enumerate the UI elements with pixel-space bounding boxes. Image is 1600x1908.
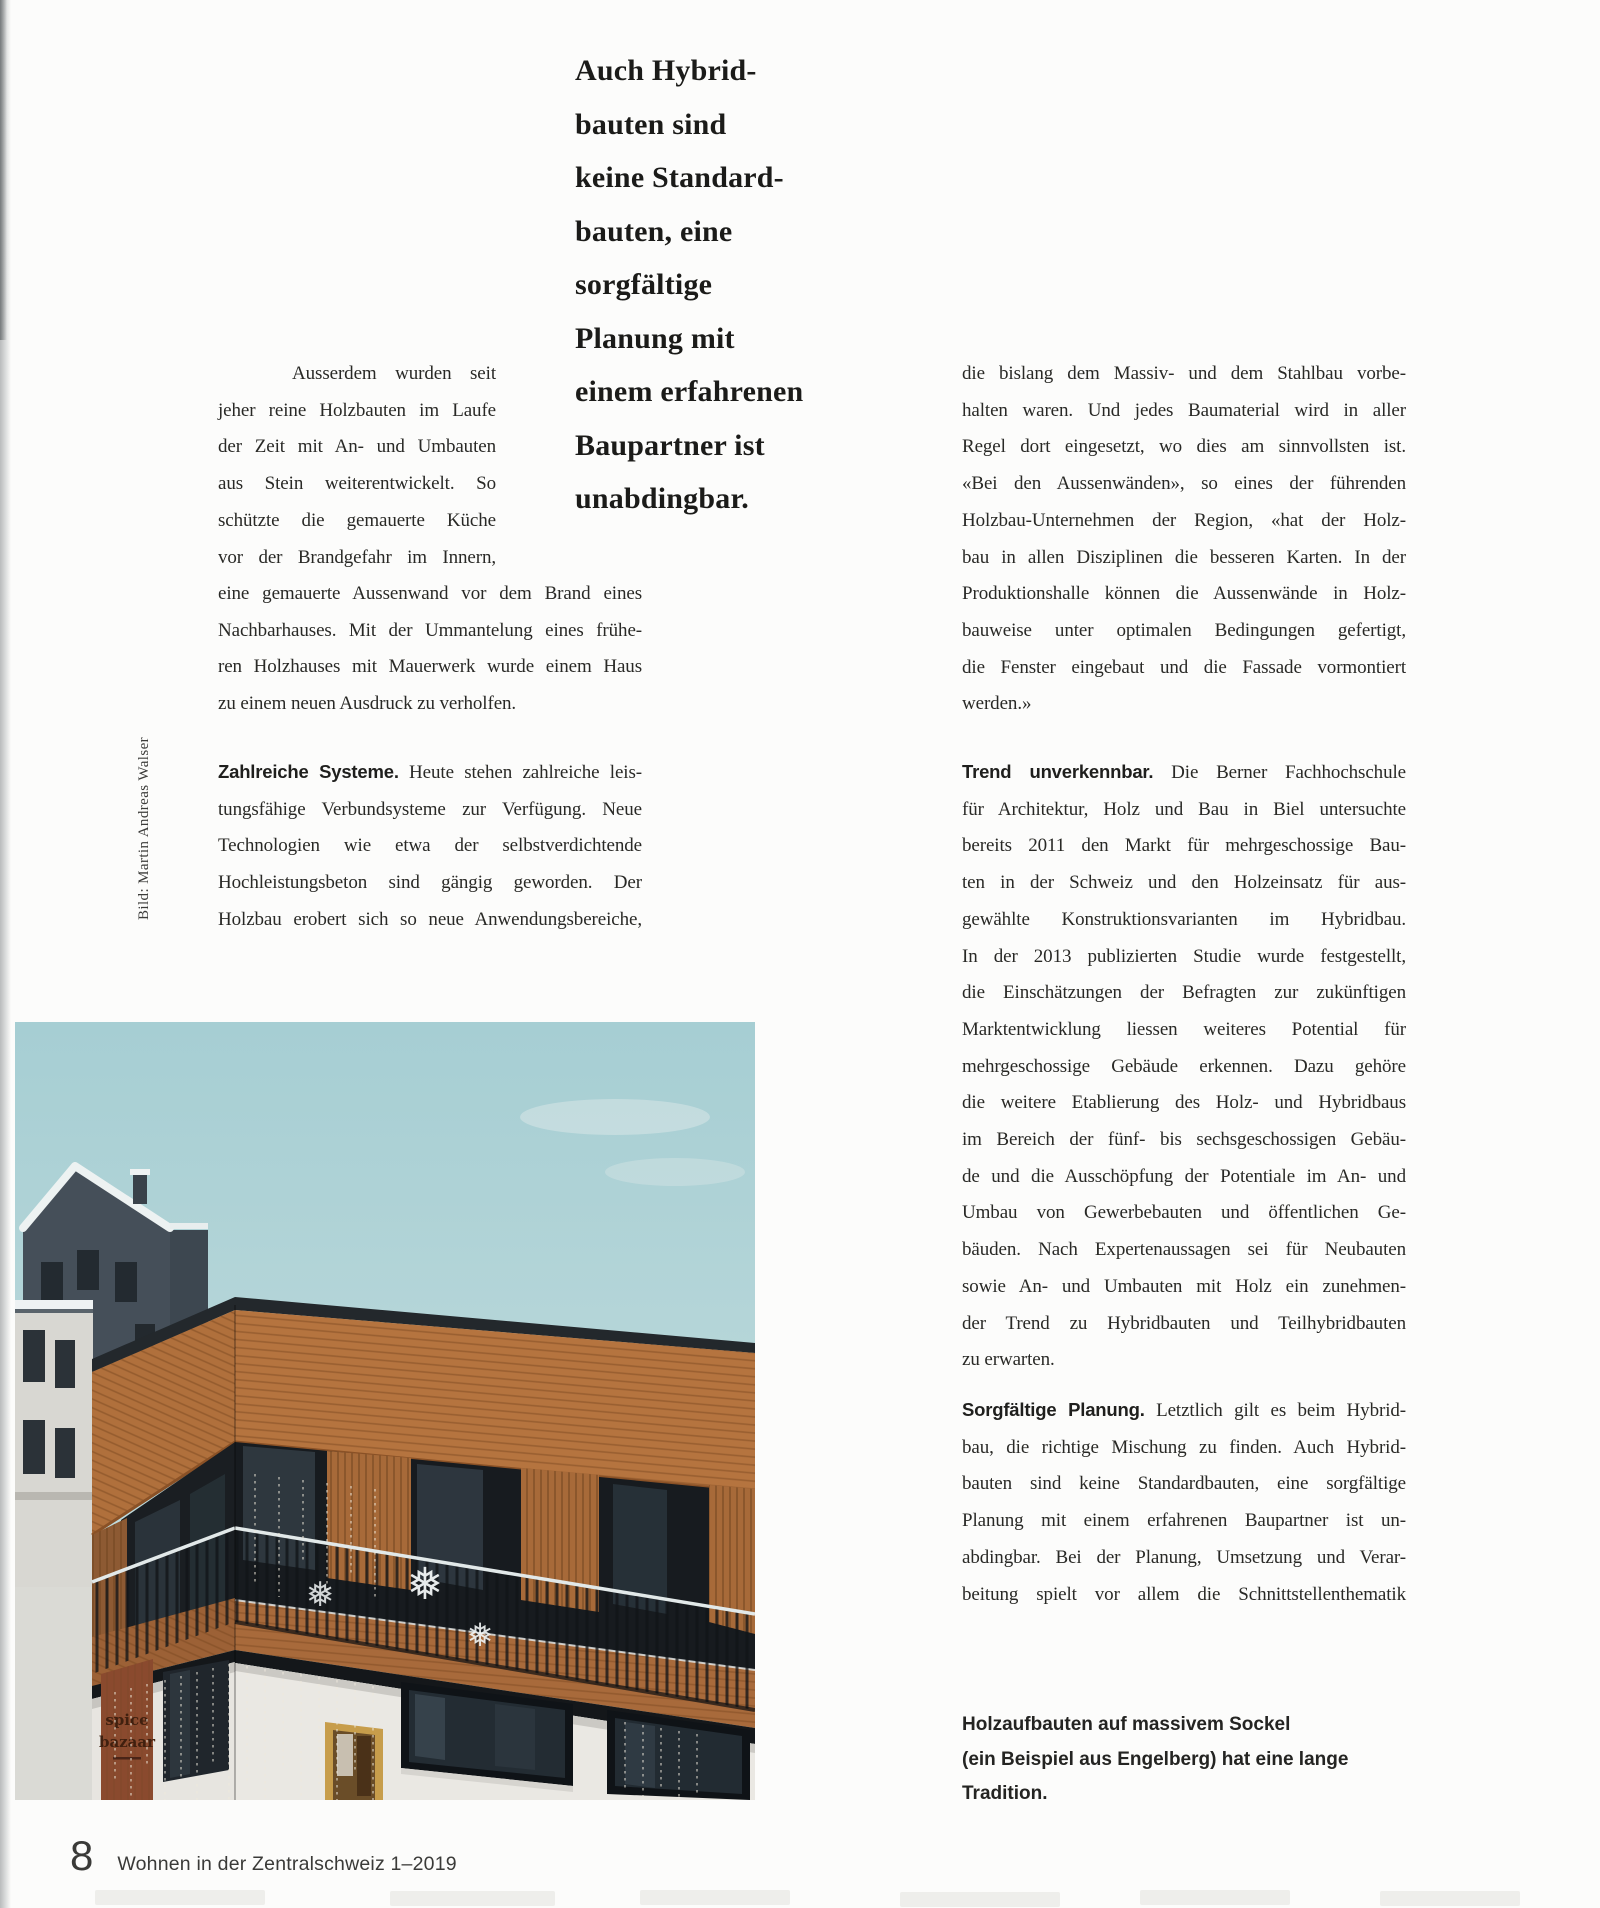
background-white-building [15,1300,103,1800]
left-column-paragraph-systems: Zahlreiche Systeme. Heute stehen zahlreiche leis- tungsfähige Verbundsysteme zur Verfügung. Neue Technologien wie etwa der selbstverdichtende Hochleistungsbeton sind gängig geworden. Der Holzbau erobert sich so neue Anwendungsbereiche, [218,761,642,930]
page-footer [70,1832,457,1880]
scan-smudge [900,1892,1060,1907]
building-photo-illustration [15,1022,755,1800]
right-column-paragraph-planung: Sorgfältige Planung. Letztlich gilt es beim Hybrid- bau, die richtige Mischung zu finden. Auch Hybrid- bauten sind keine Standardbauten, eine sorgfältige Planung mit einem erfahrenen Baupartner ist un- abdingbar. Bei der Planung, Umsetzung und Verar- beitung spielt vor allem die Schnittstellenthematik [962,1399,1407,1605]
shop-sign-text-top: spice [105,1711,149,1729]
right-column-paragraph-trend: Trend unverkennbar. Die Berner Fachhochschule für Architektur, Holz und Bau in Biel untersuchte bereits 2011 den Markt für mehrgeschossige Bau- ten in der Schweiz und den Holzeinsatz für aus- gewählte Konstruktionsvarianten im Hybridbau. In der 2013 publizierten Studie wurde festgestellt, die Einschätzungen der Befragten zur zukünftigen Marktentwicklung liessen weiteres Potential für mehrgeschossige Gebäude erkennen. Dazu gehöre die weitere Etablierung des Holz- und Hybridbaus im Bereich der fünf- bis sechsgeschossigen Gebäu- de und die Ausschöpfung der Potentiale im An- und Umbau von Gewerbebauten und öffentlichen Ge- bäuden. Nach Expertenaussagen sei für Neubauten sowie An- und Umbauten mit Holz ein zunehmen- der Trend zu Hybridbauten und Teilhybridbauten zu erwarten. [962,761,1406,1371]
scan-smudge [1140,1890,1290,1905]
scan-smudge [95,1890,265,1905]
building-photo [15,1022,755,1800]
scan-smudge [1380,1891,1520,1906]
left-column-paragraph-wide: eine gemauerte Aussenwand vor dem Brand eines Nachbarhauses. Mit der Ummantelung eines frühe- ren Holzhauses mit Mauerwerk wurde einem Haus zu einem neuen Ausdruck zu verholfen. [218,583,642,715]
snowflake-ornament: ❅ [305,1575,335,1615]
left-column-paragraph-narrow: Ausserdem wurden seit jeher reine Holzbauten im Laufe der Zeit mit An- und Umbauten aus Stein weiterentwickelt. So schützte die gemauerte Küche vor der Brandgefahr im Innern, [218,363,496,568]
photo-caption: Holzaufbauten auf massivem Sockel (ein Beispiel aus Engelberg) hat eine lange Tradition. [962,1714,1349,1804]
scan-edge-shadow-dark [0,0,7,340]
scan-smudge [390,1891,555,1906]
cloud [520,1099,710,1135]
snowflake-ornament: ❅ [466,1616,494,1654]
right-column-paragraph-1: die bislang dem Massiv- und dem Stahlbau vorbe- halten waren. Und jedes Baumaterial wird in aller Regel dort eingesetzt, wo dies am sinnvollsten ist. «Bei den Aussenwänden», so eines der führenden Holzbau-Unternehmen der Region, «hat der Holz- bau in allen Disziplinen die besseren Karten. In der Produktionshalle können die Aussenwände in Holz- bauweise unter optimalen Bedingungen gefertigt, die Fenster eingebaut und die Fassade vormontiert werden.» [962,363,1406,715]
pull-quote: Auch Hybrid- bauten sind keine Standard- bauten, eine sorgfältige Planung mit einem erfahrenen Baupartner ist unabdingbar. [575,54,804,515]
photo-credit: Bild: Martin Andreas Walser [136,736,152,920]
issue-title: Wohnen in der Zentralschweiz 1–2019 [117,1853,457,1875]
cloud [605,1158,745,1186]
shop-sign-text-bottom: bazaar [98,1733,156,1751]
snowflake-ornament: ❅ [406,1559,444,1610]
scan-smudge [640,1890,790,1905]
page-number: 8 [70,1832,94,1879]
